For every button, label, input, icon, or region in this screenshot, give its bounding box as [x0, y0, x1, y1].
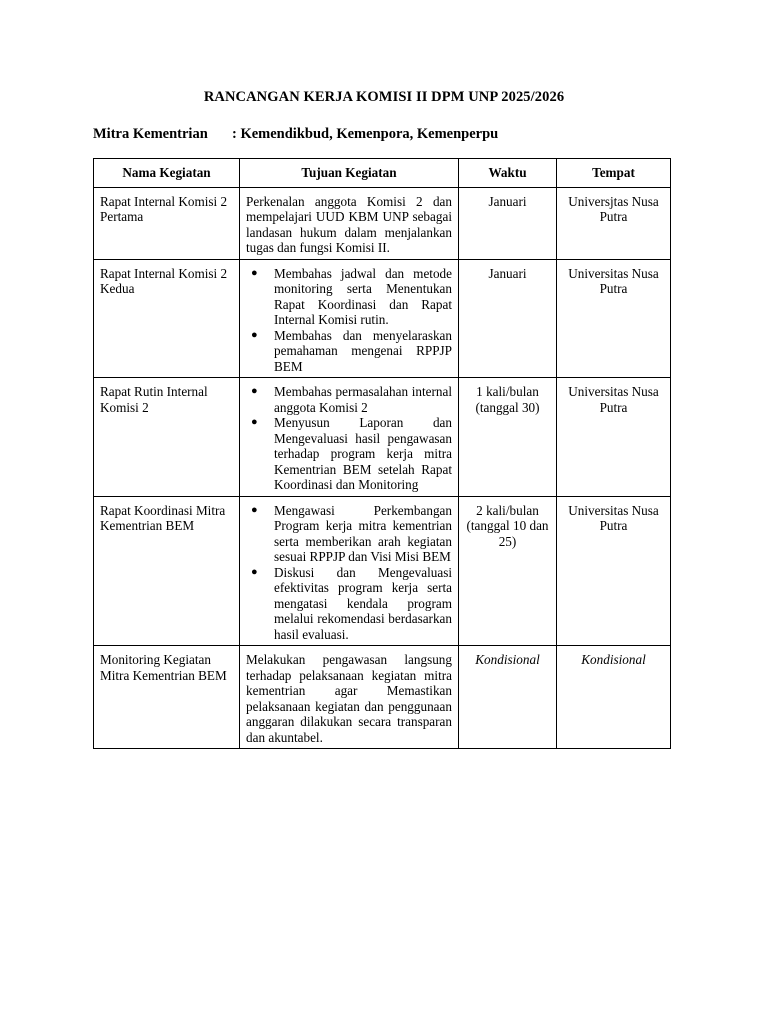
- list-item-text: Membahas dan menyelaraskan pemahaman mengenai RPPJP BEM: [274, 327, 452, 374]
- table-row: [94, 646, 671, 749]
- cell-tempat: Universitas Nusa Putra: [557, 378, 671, 497]
- cell-nama-kegiatan: Rapat Internal Komisi 2 Pertama: [94, 187, 240, 259]
- cell-nama-kegiatan: Rapat Koordinasi Mitra Kementrian BEM: [94, 496, 240, 646]
- list-item: [246, 384, 452, 415]
- list-item: [246, 503, 452, 565]
- tujuan-bullet-list: [246, 266, 452, 375]
- bullet-icon: ●: [251, 416, 258, 428]
- table-row: [94, 496, 671, 646]
- mitra-value: : Kemendikbud, Kemenpora, Kemenperpu: [232, 126, 499, 142]
- list-item-text: Menyusun Laporan dan Mengevaluasi hasil pengawasan terhadap program kerja mitra Kementrian BEM setelah Rapat Koordinasi dan Monitoring: [274, 415, 452, 492]
- bullet-icon: ●: [251, 385, 258, 397]
- cell-tujuan-kegiatan: Perkenalan anggota Komisi 2 dan mempelajari UUD KBM UNP sebagai landasan hukum dalam menjalankan tugas dan fungsi Komisi II.: [240, 187, 459, 259]
- list-item: [246, 415, 452, 493]
- cell-tempat: Universjtas Nusa Putra: [557, 187, 671, 259]
- tujuan-bullet-list: [246, 384, 452, 493]
- header-tempat: Tempat: [557, 159, 671, 188]
- kegiatan-table: [93, 158, 671, 749]
- cell-tujuan-kegiatan: Melakukan pengawasan langsung terhadap pelaksanaan kegiatan mitra kementrian agar Memastikan pelaksanaan kegiatan dan penggunaan anggaran dilakukan secara transparan dan akuntabel.: [240, 646, 459, 749]
- cell-waktu: Januari: [459, 259, 557, 378]
- cell-tujuan-kegiatan: [240, 259, 459, 378]
- list-item: [246, 266, 452, 328]
- cell-tempat: Universitas Nusa Putra: [557, 259, 671, 378]
- list-item-text: Mengawasi Perkembangan Program kerja mitra kementrian serta memberikan arah kegiatan sesuai RPPJP dan Visi Misi BEM: [274, 502, 452, 564]
- bullet-icon: ●: [251, 328, 258, 341]
- bullet-icon: ●: [251, 266, 258, 279]
- cell-tempat: Universitas Nusa Putra: [557, 496, 671, 646]
- list-item-text: Membahas jadwal dan metode monitoring serta Menentukan Rapat Koordinasi dan Rapat Internal Komisi rutin.: [274, 265, 452, 327]
- table-row: [94, 259, 671, 378]
- header-waktu: Waktu: [459, 159, 557, 188]
- list-item-text: Diskusi dan Mengevaluasi efektivitas program kerja serta mengatasi kendala program melalui rekomendasi berdasarkan hasil evaluasi.: [274, 564, 452, 642]
- table-row: [94, 378, 671, 497]
- cell-waktu: Januari: [459, 187, 557, 259]
- cell-waktu: 1 kali/bulan (tanggal 30): [459, 378, 557, 497]
- table-header-row: [94, 159, 671, 188]
- document-title: RANCANGAN KERJA KOMISI II DPM UNP 2025/2026: [203, 89, 565, 105]
- list-item: [246, 565, 452, 643]
- mitra-kementrian-line: [93, 125, 498, 143]
- header-nama-kegiatan: Nama Kegiatan: [94, 159, 240, 188]
- cell-nama-kegiatan: Rapat Rutin Internal Komisi 2: [94, 378, 240, 497]
- list-item: [246, 328, 452, 375]
- tujuan-bullet-list: [246, 503, 452, 643]
- table-row: [94, 187, 671, 259]
- header-tujuan-kegiatan: Tujuan Kegiatan: [240, 159, 459, 188]
- cell-tujuan-kegiatan: [240, 496, 459, 646]
- list-item-text: Membahas permasalahan internal anggota Komisi 2: [274, 384, 452, 415]
- cell-nama-kegiatan: Monitoring Kegiatan Mitra Kementrian BEM: [94, 646, 240, 749]
- bullet-icon: ●: [251, 565, 258, 578]
- cell-nama-kegiatan: Rapat Internal Komisi 2 Kedua: [94, 259, 240, 378]
- cell-waktu: 2 kali/bulan (tanggal 10 dan 25): [459, 496, 557, 646]
- cell-waktu: Kondisional: [459, 646, 557, 749]
- mitra-label: Mitra Kementrian: [93, 126, 208, 142]
- bullet-icon: ●: [251, 503, 258, 516]
- cell-tempat: Kondisional: [557, 646, 671, 749]
- cell-tujuan-kegiatan: [240, 378, 459, 497]
